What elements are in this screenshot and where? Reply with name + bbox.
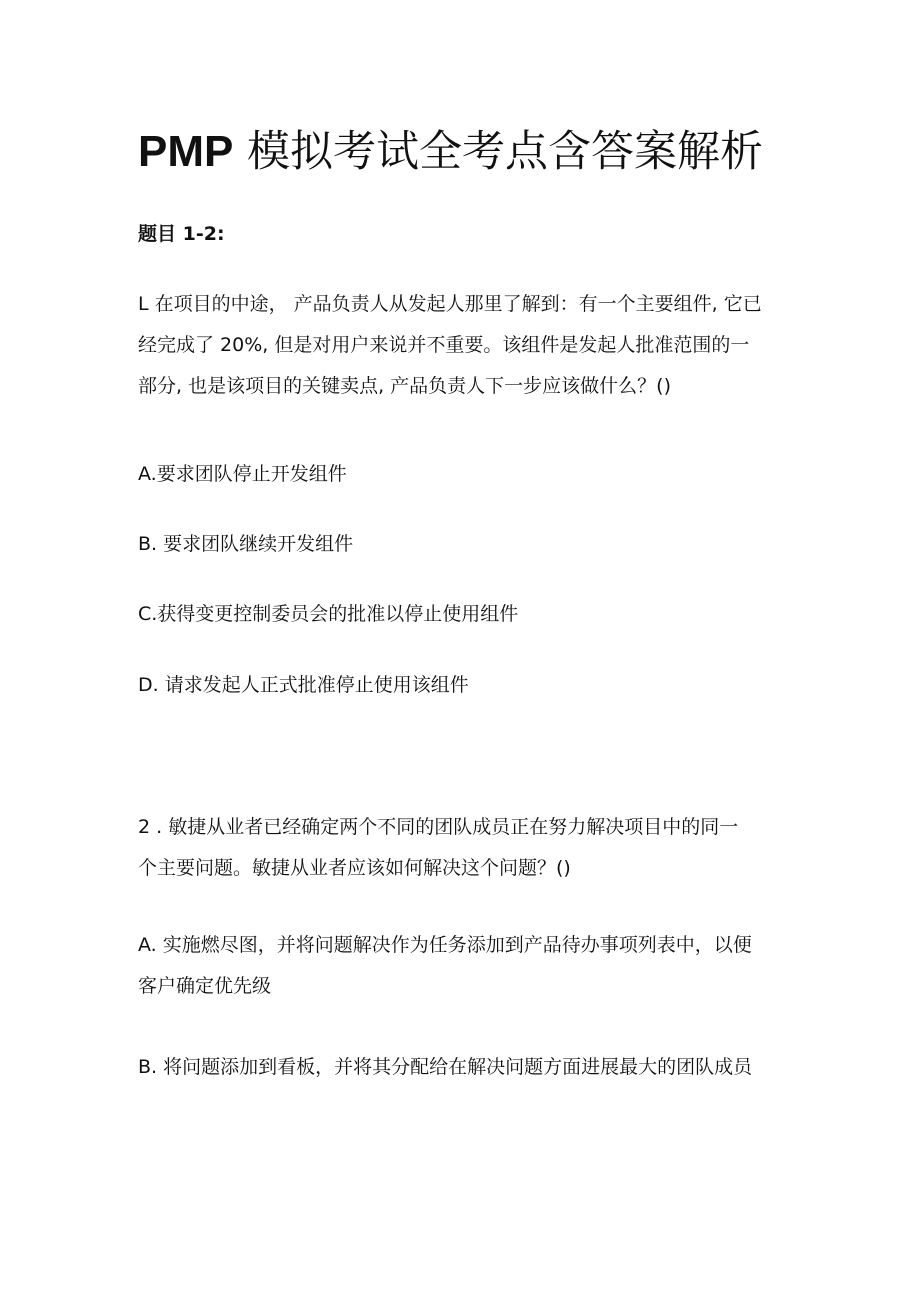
question-1-option-c: C.获得变更控制委员会的批准以停止使用组件 [138,603,519,625]
section-heading: 题目 1-2: [138,223,225,245]
question-2-option-a-line: A. 实施燃尽图，并将问题解决作为任务添加到产品待办事项列表中，以便 [138,934,752,956]
question-2-option-a [138,925,788,1007]
question-1-stem [138,284,788,407]
question-1-option-b: B. 要求团队继续开发组件 [138,533,354,555]
question-1-line: 部分, 也是该项目的关键卖点, 产品负责人下一步应该做什么？() [138,375,671,397]
question-2-line: 个主要问题。敏捷从业者应该如何解决这个问题？() [138,857,571,879]
question-1-line: L 在项目的中途， 产品负责人从发起人那里了解到：有一个主要组件, 它已 [138,293,762,315]
question-1-option-a: A.要求团队停止开发组件 [138,463,347,485]
question-2-stem [138,807,788,889]
title-cjk: 模拟考试全考点含答案解析 [233,127,764,177]
document-title [138,124,818,180]
question-2-option-a-line: 客户确定优先级 [138,975,272,997]
question-1-option-d: D. 请求发起人正式批准停止使用该组件 [138,674,469,696]
question-2-line: 2 . 敏捷从业者已经确定两个不同的团队成员正在努力解决项目中的同一 [138,816,739,838]
title-latin: PMP [138,127,234,176]
question-2-option-b: B. 将问题添加到看板，并将其分配给在解决问题方面进展最大的团队成员 [138,1056,753,1078]
question-1-line: 经完成了 20%, 但是对用户来说并不重要。该组件是发起人批准范围的一 [138,334,750,356]
